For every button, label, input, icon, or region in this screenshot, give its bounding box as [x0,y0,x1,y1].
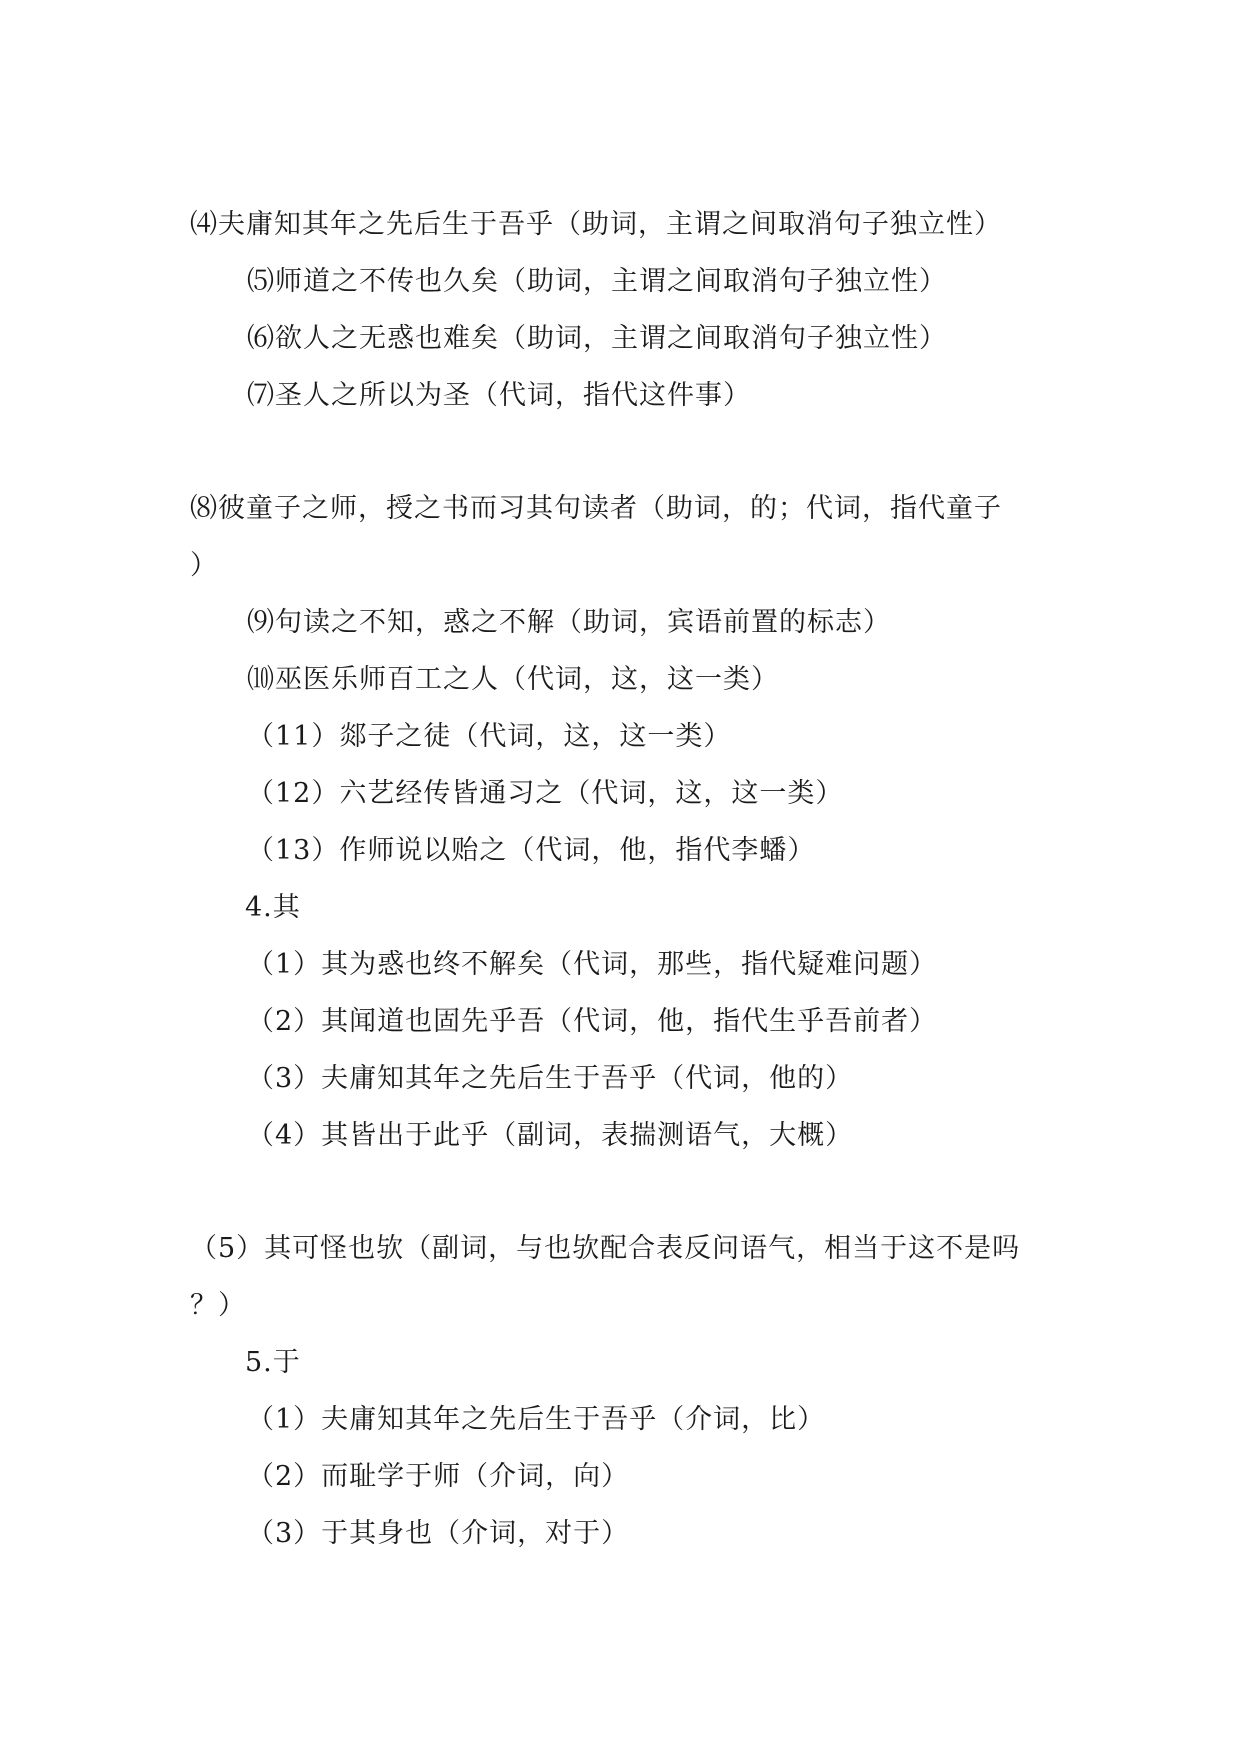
qi-item-5: （5）其可怪也欤（副词，与也欤配合表反问语气，相当于这不是吗 [190,1233,1021,1264]
qi-item-2: （2）其闻道也固先乎吾（代词，他，指代生乎吾前者） [247,1006,938,1037]
text-line-9: ⑼句读之不知，惑之不解（助词，宾语前置的标志） [247,607,891,638]
text-line-8: ⑻彼童子之师，授之书而习其句读者（助词，的；代词，指代童子 [190,493,1002,524]
text-line-12: （12）六艺经传皆通习之（代词，这，这一类） [247,778,844,809]
qi-item-3: （3）夫庸知其年之先后生于吾乎（代词，他的） [247,1063,854,1094]
text-line-4: ⑷夫庸知其年之先后生于吾乎（助词，主谓之间取消句子独立性） [190,209,1002,240]
qi-item-5-continued: ？） [190,1290,246,1321]
text-line-13: （13）作师说以贻之（代词，他，指代李蟠） [247,835,816,866]
section-heading-yu: 5.于 [245,1347,301,1378]
qi-item-4: （4）其皆出于此乎（副词，表揣测语气，大概） [247,1120,854,1151]
text-line-6: ⑹欲人之无惑也难矣（助词，主谓之间取消句子独立性） [247,323,947,354]
yu-item-2: （2）而耻学于师（介词，向） [247,1461,630,1492]
text-line-7: ⑺圣人之所以为圣（代词，指代这件事） [247,380,751,411]
section-heading-qi: 4.其 [245,892,301,923]
text-line-8-continued: ） [190,550,218,581]
text-line-11: （11）郯子之徒（代词，这，这一类） [247,721,732,752]
yu-item-3: （3）于其身也（介词，对于） [247,1518,630,1549]
text-line-5: ⑸师道之不传也久矣（助词，主谓之间取消句子独立性） [247,266,947,297]
text-line-10: ⑽巫医乐师百工之人（代词，这，这一类） [247,664,779,695]
yu-item-1: （1）夫庸知其年之先后生于吾乎（介词，比） [247,1404,826,1435]
qi-item-1: （1）其为惑也终不解矣（代词，那些，指代疑难问题） [247,949,938,980]
